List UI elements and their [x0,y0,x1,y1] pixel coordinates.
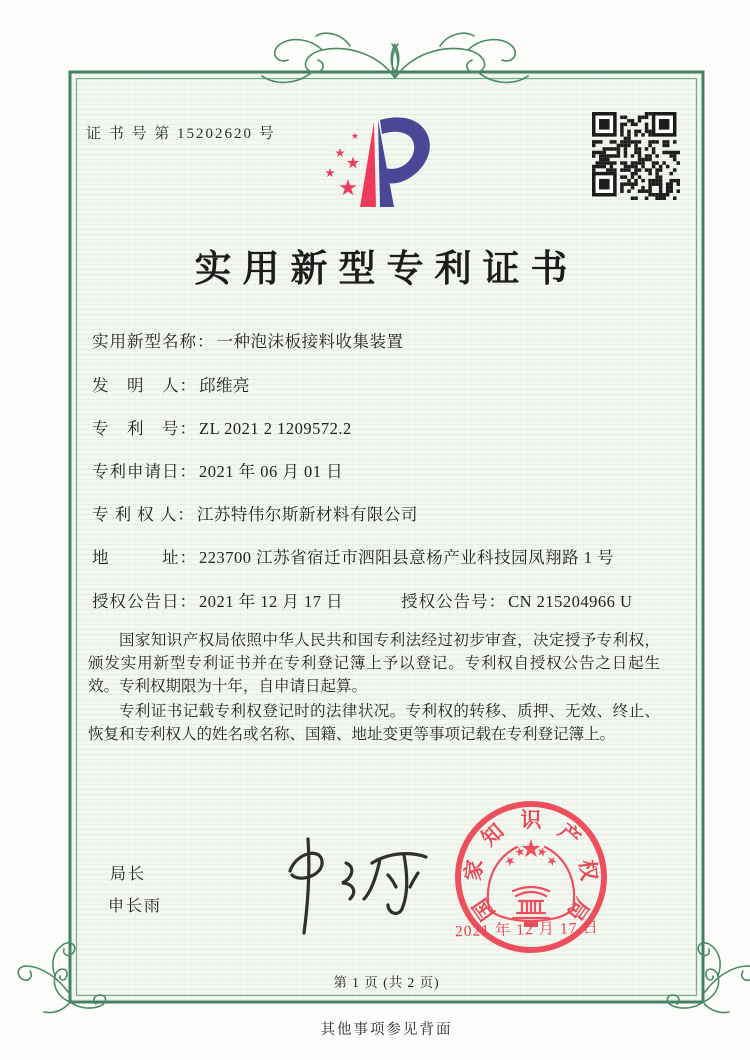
field-label: 实用新型名称： [92,332,215,351]
field-inventor [92,372,250,396]
certificate-title: 实用新型专利证书 [194,249,579,290]
field-grant-date-and-number [92,588,632,612]
certificate-number: 证 书 号 第 15202620 号 [86,126,276,142]
field-filing-date [92,458,343,482]
field-address [92,544,614,568]
seal-char: 知 [477,818,509,851]
seal-char: 识 [520,808,542,832]
field-label: 授权公告号： [401,592,507,611]
field-label: 发 明 人： [92,376,197,395]
field-label: 专 利 权 人： [92,505,195,524]
back-note: 其他事项参见背面 [320,1022,453,1038]
seal-char: 国 [468,894,501,926]
field-value: CN 215204966 U [508,592,633,611]
seal-char: 家 [461,858,488,883]
seal-char: 权 [574,858,601,883]
field-label: 授权公告日： [92,592,197,611]
seal-char: 产 [553,818,585,851]
field-value: 2021 年 06 月 01 日 [199,462,344,481]
field-patentee [92,501,418,525]
field-value: 江苏特伟尔斯新材料有限公司 [196,505,418,524]
field-value: ZL 2021 2 1209572.2 [199,419,352,438]
field-label: 专利申请日： [92,462,197,481]
field-label: 地 址： [92,548,197,567]
director-signature-icon [268,833,438,938]
director-title: 局长 [110,866,147,883]
cnipa-logo-icon [300,106,460,231]
field-value: 邱维亮 [199,376,250,395]
field-patent-number [92,415,352,439]
top-flourish-ornament [262,33,528,82]
seal-char: 局 [561,894,594,926]
field-value: 223700 江苏省宿迁市泗阳县意杨产业科技园凤翔路 1 号 [199,548,615,567]
field-value: 2021 年 12 月 17 日 [199,592,344,611]
director-name: 申长雨 [108,898,163,915]
field-value: 一种泡沫板接料收集装置 [216,332,404,351]
page-number: 第 1 页 (共 2 页) [333,975,440,990]
seal-date: 2021 年 12 月 17 日 [454,919,600,941]
legal-paragraph-1: 国家知识产权局依照中华人民共和国专利法经过初步审查，决定授予专利权，颁发实用新型专利证书并在专利登记簿上予以登记。专利权自授权公告之日起生效。专利权期限为十年，自申请日起算。 [88,632,660,695]
field-label: 专 利 号： [92,419,197,438]
qr-code [592,112,680,200]
legal-paragraph-2: 专利证书记载专利权登记时的法律状况。专利权的转移、质押、无效、终止、恢复和专利权人的姓名或名称、国籍、地址变更等事项记载在专利登记簿上。 [88,703,660,743]
field-utility-model-name [92,328,404,352]
